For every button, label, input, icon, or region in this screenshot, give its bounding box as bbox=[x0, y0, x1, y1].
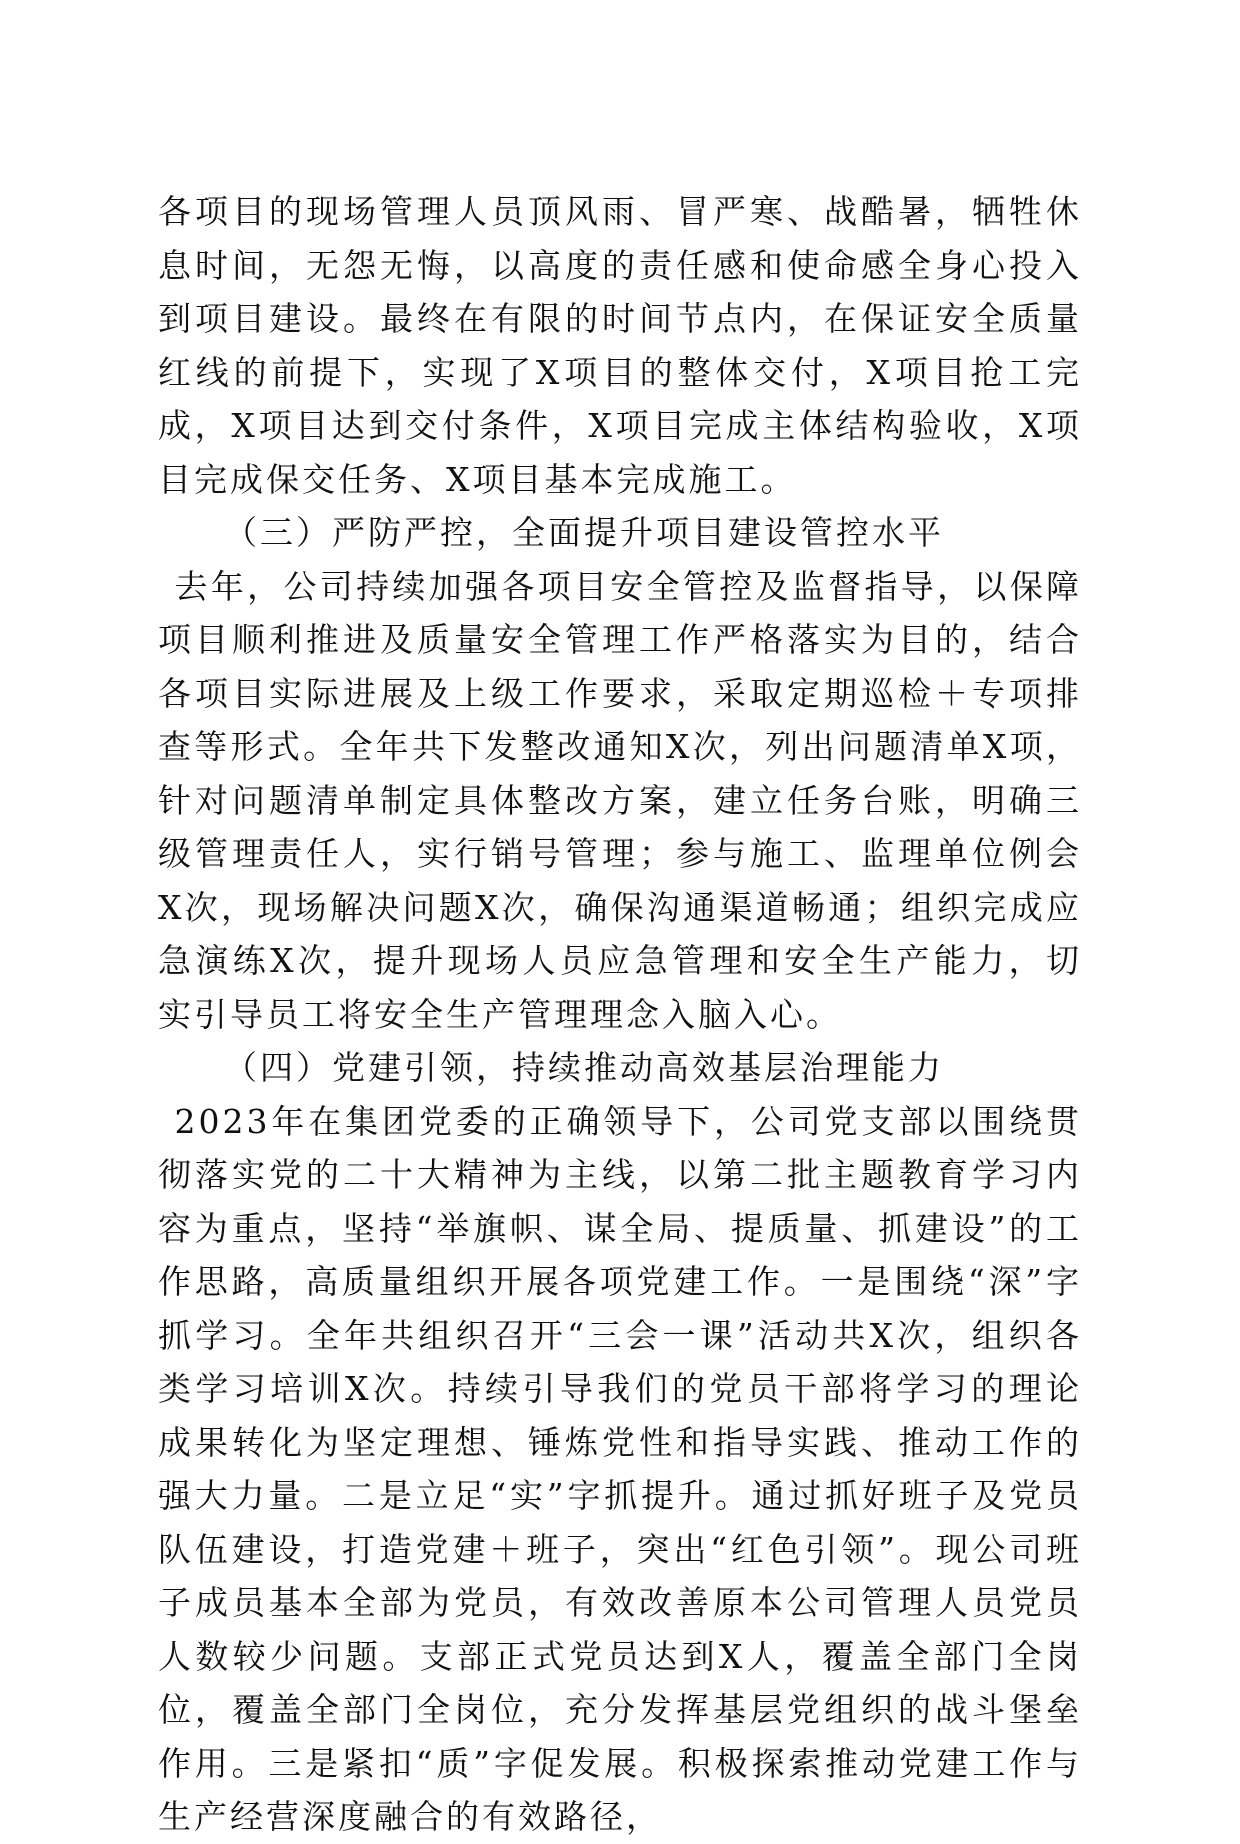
section-heading-4: （四）党建引领，持续推动高效基层治理能力 bbox=[224, 1048, 944, 1087]
section-heading-3: （三）严防严控，全面提升项目建设管控水平 bbox=[224, 513, 944, 552]
document-body bbox=[158, 185, 1082, 1844]
paragraph-party-building: 2023年在集团党委的正确领导下，公司党支部以围绕贯彻落实党的二十大精神为主线，以第二批主题教育学习内容为重点，坚持“举旗帜、谋全局、提质量、抓建设”的工作思路，高质量组织开展各项党建工作。一是围绕“深”字抓学习。全年共组织召开“三会一课”活动共X次，组织各类学习培训X次。持续引导我们的党员干部将学习的理论成果转化为坚定理想、锤炼党性和指导实践、推动工作的强大力量。二是立足“实”字抓提升。通过抓好班子及党员队伍建设，打造党建＋班子，突出“红色引领”。现公司班子成员基本全部为党员，有效改善原本公司管理人员党员人数较少问题。支部正式党员达到X人，覆盖全部门全岗位，覆盖全部门全岗位，充分发挥基层党组织的战斗堡垒作用。三是紧扣“质”字促发展。积极探索推动党建工作与生产经营深度融合的有效路径， bbox=[158, 1101, 1082, 1836]
paragraph-project-delivery: 各项目的现场管理人员顶风雨、冒严寒、战酷暑，牺牲休息时间，无怨无悔，以高度的责任感和使命感全身心投入到项目建设。最终在有限的时间节点内，在保证安全质量红线的前提下，实现了X项目的整体交付，X项目抢工完成，X项目达到交付条件，X项目完成主体结构验收，X项目完成保交任务、X项目基本完成施工。 bbox=[158, 192, 1082, 499]
paragraph-safety-control: 去年，公司持续加强各项目安全管控及监督指导，以保障项目顺利推进及质量安全管理工作严格落实为目的，结合各项目实际进展及上级工作要求，采取定期巡检＋专项排查等形式。全年共下发整改通知X次，列出问题清单X项，针对问题清单制定具体整改方案，建立任务台账，明确三级管理责任人，实行销号管理；参与施工、监理单位例会X次，现场解决问题X次，确保沟通渠道畅通；组织完成应急演练X次，提升现场人员应急管理和安全生产能力，切实引导员工将安全生产管理理念入脑入心。 bbox=[158, 566, 1082, 1034]
